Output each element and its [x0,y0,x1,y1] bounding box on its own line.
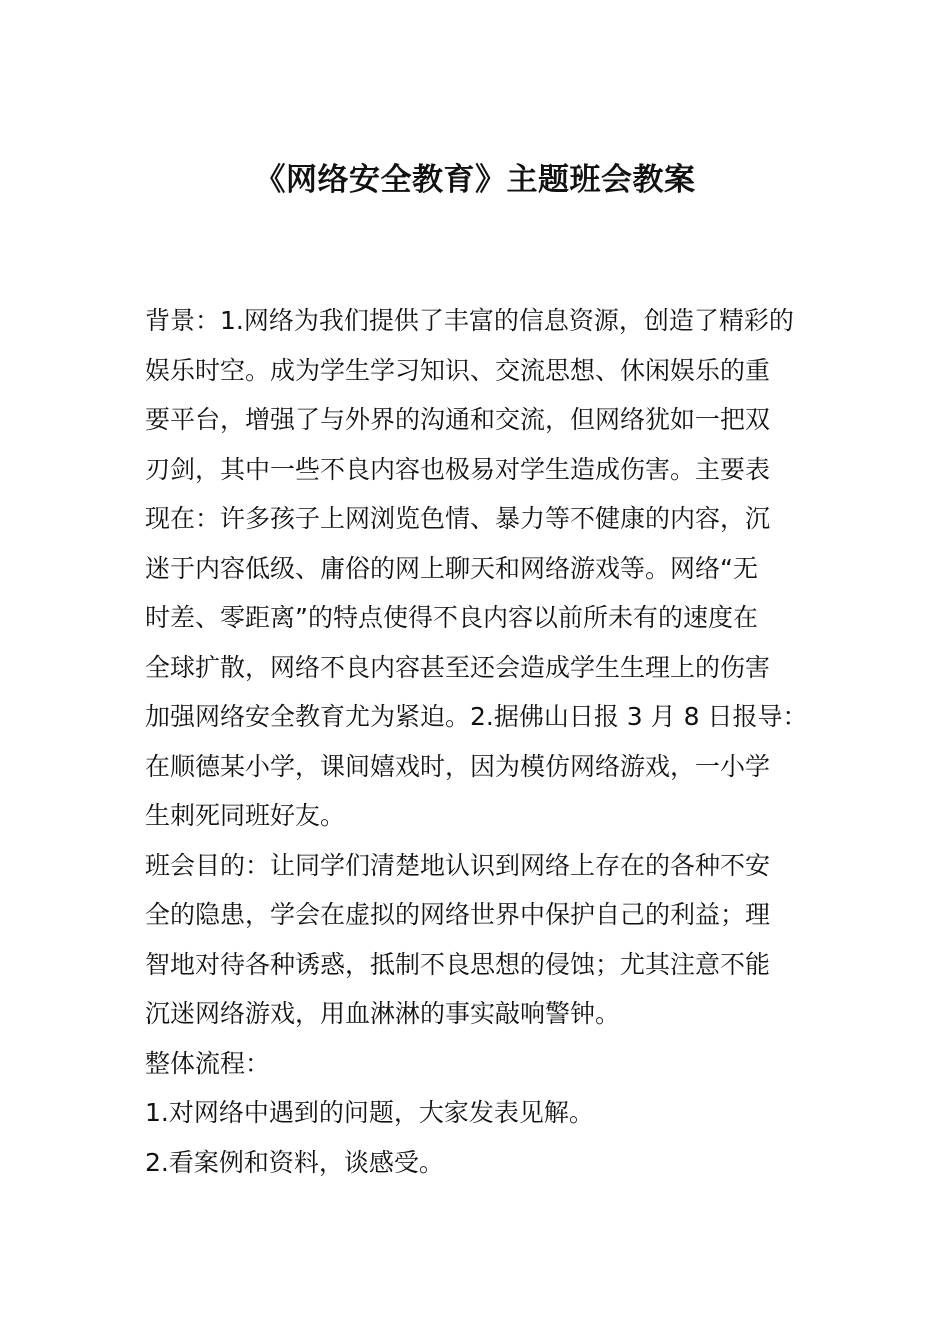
body-line: 背景：1.网络为我们提供了丰富的信息资源，创造了精彩的 [145,306,794,335]
body-line: 2.看案例和资料，谈感受。 [145,1147,444,1177]
document-body [145,296,813,1187]
body-line: 加强网络安全教育尤为紧迫。2.据佛山日报 3 月 8 日报导： [145,702,808,731]
body-line: 沉迷网络游戏，用血淋淋的事实敲响警钟。 [145,999,621,1028]
body-line: 生刺死同班好友。 [145,801,346,830]
body-line: 整体流程： [145,1048,271,1078]
body-line: 全的隐患，学会在虚拟的网络世界中保护自己的利益；理 [145,900,771,929]
body-line: 迷于内容低级、庸俗的网上聊天和网络游戏等。网络“无 [145,553,758,583]
body-line: 娱乐时空。成为学生学习知识、交流思想、休闲娱乐的重 [145,355,771,385]
body-line: 要平台，增强了与外界的沟通和交流，但网络犹如一把双 [145,405,771,434]
document-title: 《网络安全教育》主题班会教案 [254,162,696,198]
body-line: 1.对网络中遇到的问题，大家发表见解。 [145,1098,594,1127]
body-line: 全球扩散，网络不良内容甚至还会造成学生生理上的伤害 [145,652,771,682]
body-line: 在顺德某小学，课间嬉戏时，因为模仿网络游戏，一小学 [145,751,771,781]
body-line: 班会目的：让同学们清楚地认识到网络上存在的各种不安 [145,850,771,880]
body-line: 刃剑，其中一些不良内容也极易对学生造成伤害。主要表 [145,454,771,484]
body-line: 现在：许多孩子上网浏览色情、暴力等不健康的内容，沉 [145,504,771,533]
body-line: 智地对待各种诱惑，抵制不良思想的侵蚀；尤其注意不能 [145,949,771,979]
body-line: 时差、零距离”的特点使得不良内容以前所未有的速度在 [145,603,758,632]
